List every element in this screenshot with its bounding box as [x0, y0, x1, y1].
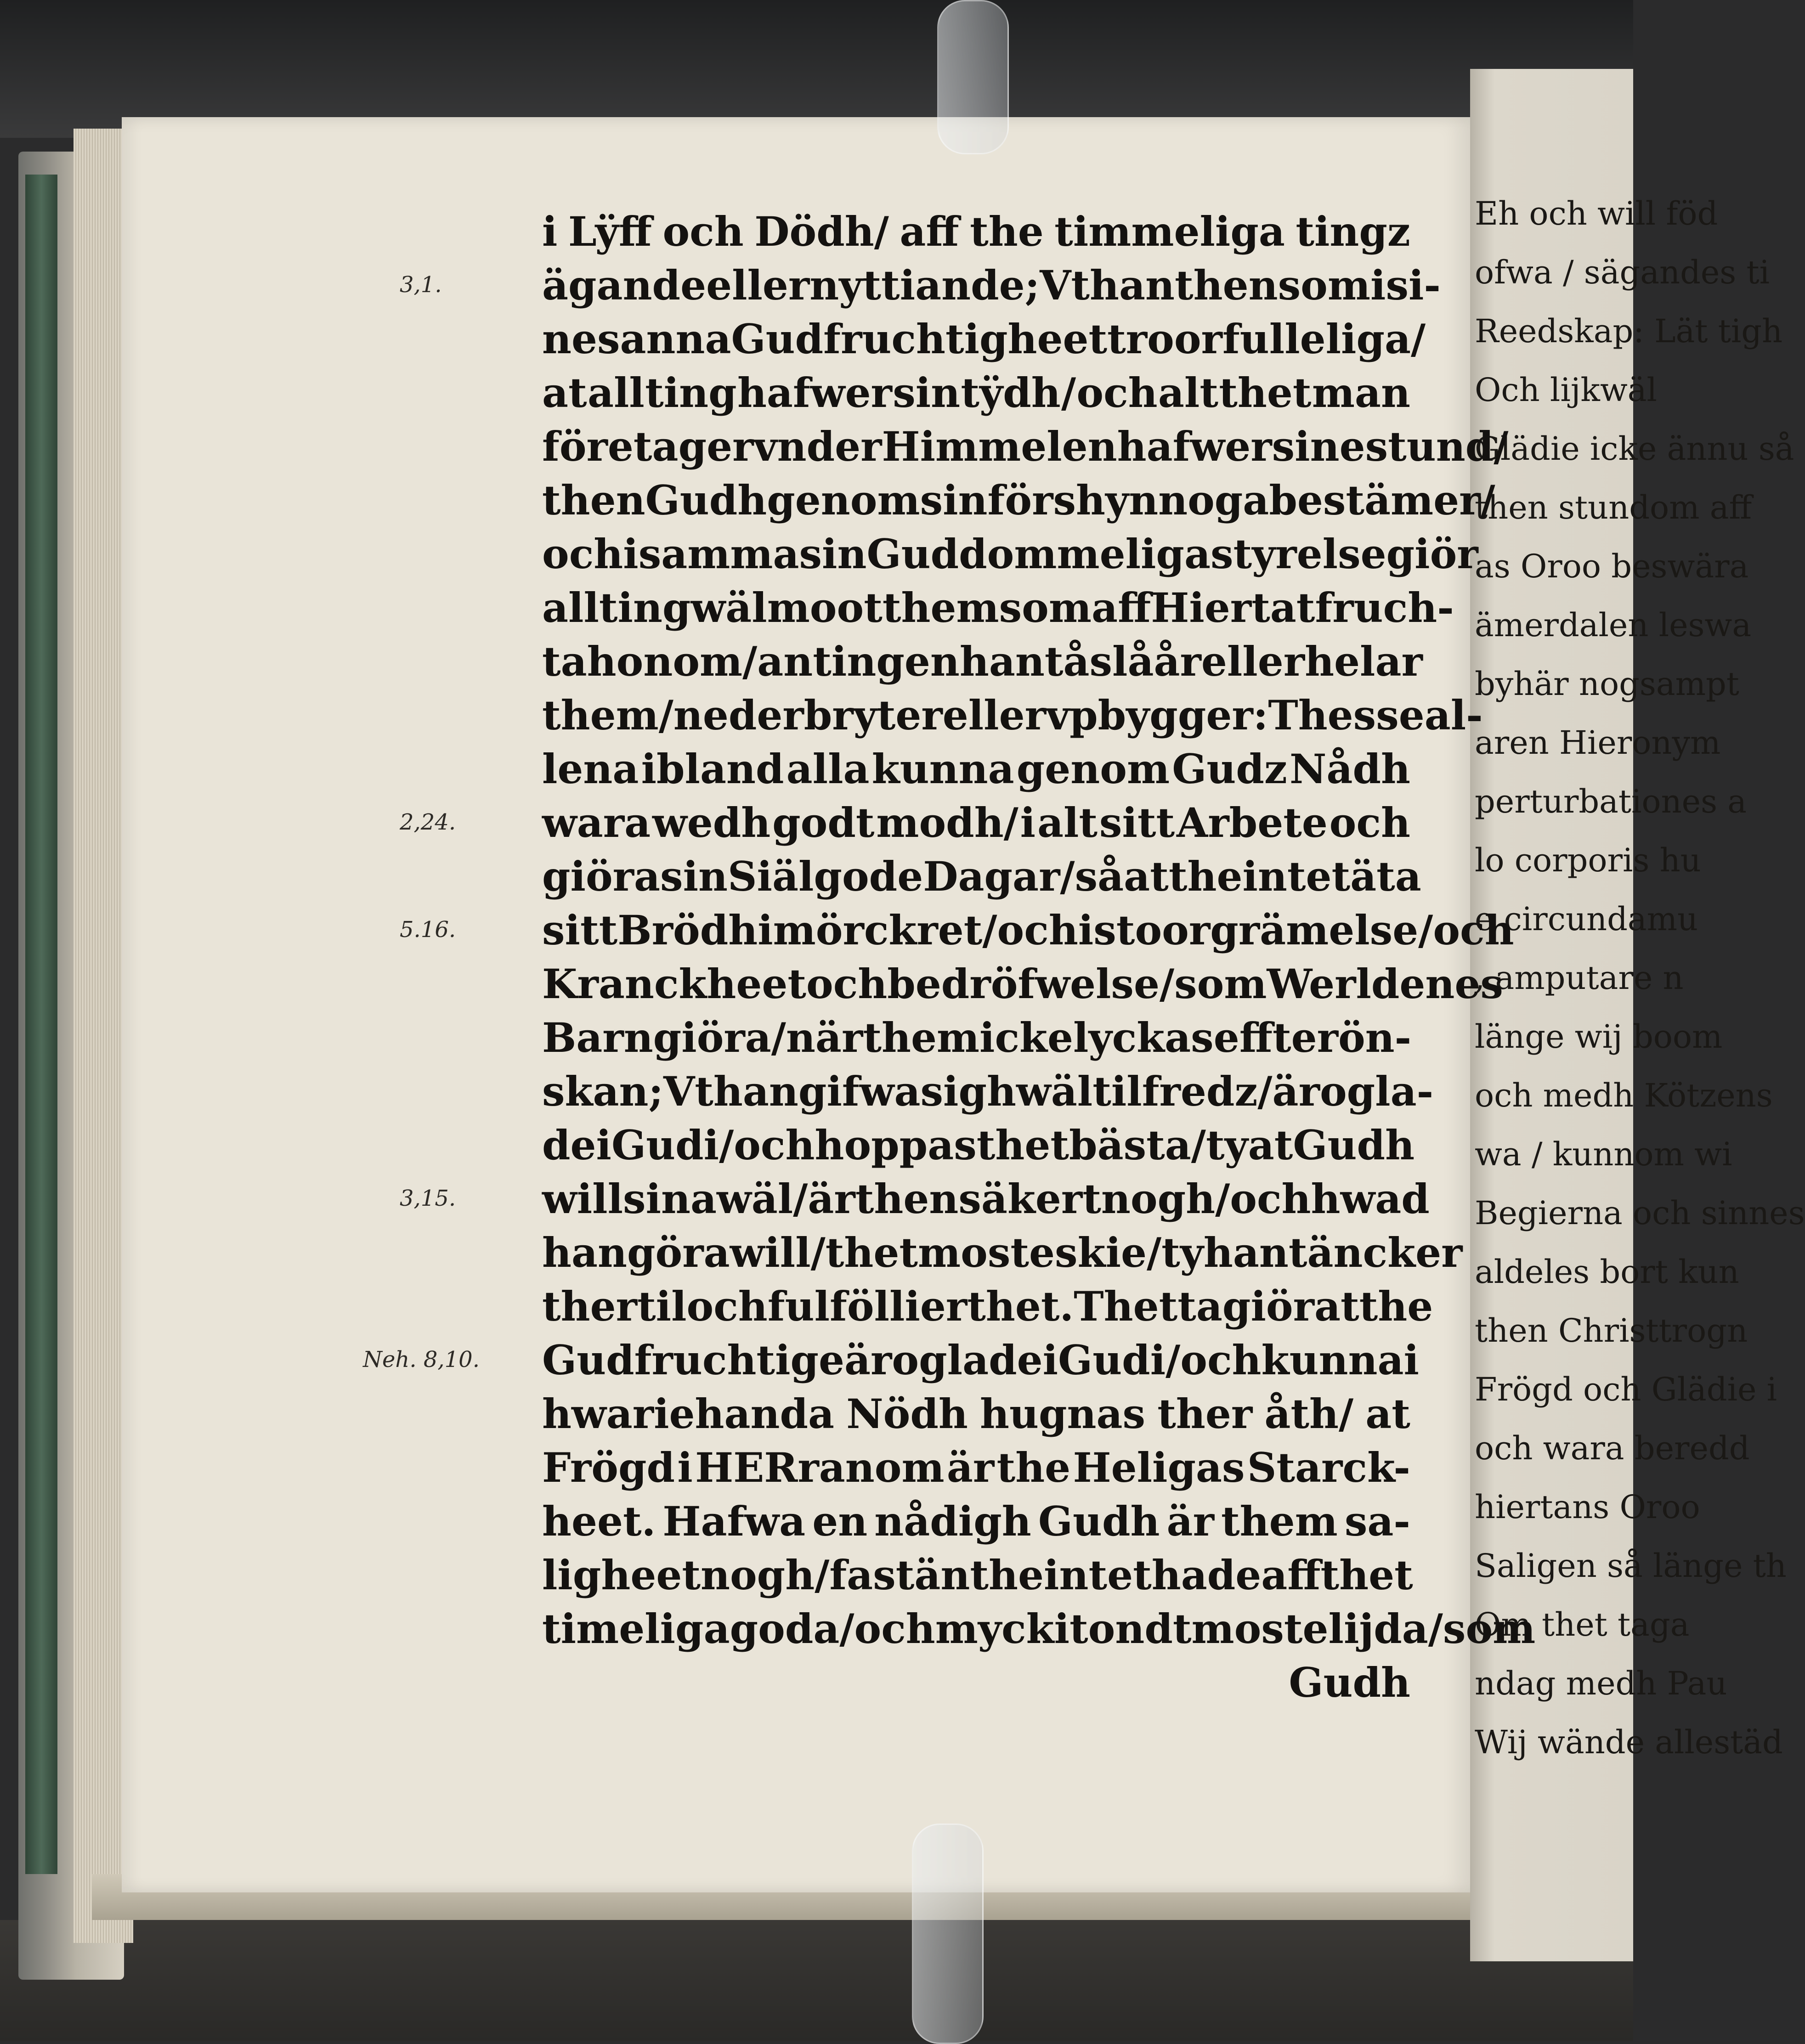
- word: /: [815, 1551, 830, 1599]
- word: al-: [1424, 691, 1483, 739]
- word: all: [542, 583, 599, 632]
- word: ägande: [542, 261, 707, 309]
- facing-page-line: Frögd och Glädie i: [1475, 1371, 1777, 1408]
- text-line: [542, 1548, 1413, 1602]
- word: troor: [1107, 315, 1222, 363]
- text-line: [542, 1279, 1433, 1333]
- word: helar: [1305, 637, 1423, 685]
- word: skan;: [542, 1067, 663, 1115]
- word: i: [623, 530, 639, 578]
- word: är: [1166, 1497, 1214, 1545]
- text-line: [542, 1440, 1410, 1494]
- word: thet.: [967, 1282, 1074, 1330]
- word: bestämer/: [1269, 476, 1495, 524]
- word: och: [686, 1282, 768, 1330]
- word: Lÿff: [568, 207, 652, 255]
- word: hade: [1151, 1551, 1262, 1599]
- word: Starck-: [1247, 1443, 1410, 1491]
- facing-page-line: e circundamu: [1475, 900, 1698, 938]
- word: effter: [1213, 1013, 1338, 1062]
- word: Gudh: [645, 476, 767, 524]
- word: äta: [1350, 852, 1421, 900]
- word: i: [758, 906, 773, 954]
- text-line: [542, 1494, 1410, 1548]
- word: noga: [1158, 476, 1269, 524]
- text-line: [542, 204, 1410, 258]
- word: stund/: [1365, 422, 1509, 470]
- word: ta: [542, 637, 587, 685]
- word: lijda/som: [1328, 1604, 1536, 1653]
- text-line: [542, 312, 1426, 366]
- word: eller: [1201, 637, 1305, 685]
- word: godt: [772, 798, 875, 847]
- word: moot: [767, 583, 883, 632]
- word: och: [1329, 798, 1410, 847]
- word: aff: [1091, 583, 1151, 632]
- word: modh/: [876, 798, 1018, 847]
- word: then: [1175, 261, 1278, 309]
- margin-note: 3,15.: [400, 1186, 456, 1211]
- word: ne: [542, 315, 597, 363]
- word: företager: [542, 422, 754, 470]
- word: eller: [942, 691, 1046, 739]
- word: stoor: [1093, 906, 1211, 954]
- word: /: [1061, 368, 1076, 417]
- word: som: [1278, 261, 1370, 309]
- word: the: [996, 1443, 1071, 1491]
- word: fulföllier: [767, 1282, 968, 1330]
- word: Thetta: [1074, 1282, 1222, 1330]
- word: och: [997, 906, 1078, 954]
- word: äro: [844, 1336, 919, 1384]
- word: /: [742, 637, 758, 685]
- word: honom: [587, 637, 743, 685]
- word: will: [542, 1174, 623, 1223]
- facing-page-line: hiertans Oroo: [1475, 1488, 1700, 1526]
- word: genom: [1016, 745, 1170, 793]
- word: Himmelen: [882, 422, 1117, 470]
- word: hoppas: [815, 1121, 977, 1169]
- word: i: [1020, 798, 1036, 847]
- word: fruch-: [1315, 583, 1454, 632]
- text-line: [542, 1225, 1463, 1279]
- word: nådigh: [874, 1497, 1031, 1545]
- word: Dödh/: [754, 207, 889, 255]
- word: kunna: [871, 745, 1014, 793]
- word: ondt: [1088, 1604, 1192, 1653]
- page-clip-top: [937, 0, 1009, 154]
- word: mörckret/: [773, 906, 997, 954]
- word: at: [1365, 1389, 1410, 1438]
- word: tå: [1044, 637, 1090, 685]
- word: them: [1221, 1497, 1338, 1545]
- facing-page-line: then stundom aff: [1475, 489, 1752, 526]
- word: wäl: [717, 1174, 793, 1223]
- word: eller: [706, 261, 810, 309]
- word: alt: [1037, 798, 1098, 847]
- word: är: [946, 1443, 995, 1491]
- text-line: [542, 581, 1454, 634]
- word: icke: [979, 1013, 1074, 1062]
- word: Werldenes: [1267, 960, 1503, 1008]
- word: Guddommeliga: [866, 530, 1211, 578]
- word: är: [808, 1174, 855, 1223]
- margin-note: 5.16.: [400, 917, 456, 943]
- word: antingen: [757, 637, 960, 685]
- background-bottom: [0, 1920, 1633, 2041]
- word: timeliga: [542, 1604, 730, 1653]
- word: lyckas: [1073, 1013, 1214, 1062]
- word: heet.: [542, 1497, 656, 1545]
- word: sin: [893, 368, 961, 417]
- word: bästa/: [1069, 1121, 1206, 1169]
- word: glade: [919, 1336, 1043, 1384]
- catchword: Gudh: [1289, 1658, 1410, 1706]
- word: wäl: [690, 583, 767, 632]
- facing-page-line: ndag medh Pau: [1475, 1665, 1727, 1702]
- word: them: [882, 583, 999, 632]
- facing-page-line: , amputare n: [1475, 959, 1684, 997]
- word: thet: [825, 1228, 918, 1276]
- facing-page-line: byhär nogsampt: [1475, 665, 1739, 703]
- word: Vthan: [663, 1067, 798, 1115]
- word: Gudh: [1038, 1497, 1160, 1545]
- word: aff: [900, 207, 959, 255]
- word: thet: [1219, 368, 1312, 417]
- word: åth/: [1264, 1389, 1354, 1438]
- word: bedröfwelse/: [887, 960, 1175, 1008]
- word: Gudi/: [611, 1121, 734, 1169]
- word: förshyn: [987, 476, 1159, 524]
- word: the: [1168, 852, 1243, 900]
- word: will/: [730, 1228, 826, 1276]
- word: styrelse: [1210, 530, 1386, 578]
- word: then: [855, 1174, 959, 1223]
- facing-page-line: Saligen så länge th: [1475, 1547, 1787, 1585]
- text-line: [542, 1333, 1419, 1387]
- text-line: [542, 957, 1503, 1011]
- text-line: [542, 1064, 1434, 1118]
- word: Gudfruchtige: [542, 1336, 845, 1384]
- word: /: [793, 1174, 808, 1223]
- word: göra: [627, 1228, 730, 1276]
- word: så: [1075, 852, 1124, 900]
- facing-page-line: Glädie icke ännu så: [1475, 430, 1794, 468]
- word: Nådh: [1289, 745, 1410, 793]
- word: Brödh: [617, 906, 758, 954]
- text-line: [542, 1602, 1536, 1655]
- facing-page-line: länge wij boom: [1475, 1018, 1723, 1056]
- facing-page-line: och wara beredd: [1475, 1429, 1750, 1467]
- facing-page-line: Eh och will föd: [1475, 195, 1718, 232]
- facing-page: [1470, 69, 1805, 1961]
- text-line: [542, 1172, 1430, 1225]
- word: sigh: [920, 1067, 1016, 1115]
- facing-page-line: perturbationes a: [1475, 783, 1747, 820]
- word: HERranom: [695, 1443, 945, 1491]
- word: moste: [918, 1228, 1055, 1276]
- word: i: [1403, 1336, 1419, 1384]
- word: sin: [799, 530, 867, 578]
- facing-page-line: lo corporis hu: [1475, 841, 1701, 879]
- word: wara: [542, 798, 651, 847]
- word: hwariehanda: [542, 1389, 835, 1438]
- word: ther: [1157, 1389, 1253, 1438]
- facing-page-line: then Christtrogn: [1475, 1312, 1748, 1349]
- word: och: [542, 530, 623, 578]
- word: Barn: [542, 1013, 653, 1062]
- word: hafwer: [1117, 422, 1272, 470]
- word: giör: [1222, 1282, 1314, 1330]
- page-clip-bottom: [912, 1824, 984, 2044]
- word: och: [662, 207, 744, 255]
- word: fredz/äro: [1142, 1067, 1347, 1115]
- word: intet: [1044, 1551, 1152, 1599]
- facing-page-line: Wij wände allestäd: [1475, 1723, 1783, 1761]
- facing-page-line: ämerdalen leswa: [1475, 606, 1752, 644]
- word: de: [542, 1121, 596, 1169]
- word: han: [959, 637, 1045, 685]
- word: han: [1203, 1228, 1289, 1276]
- word: fulleliga: [1222, 315, 1411, 363]
- word: moste: [1191, 1604, 1329, 1653]
- word: nederbryter: [673, 691, 943, 739]
- word: intet: [1242, 852, 1351, 900]
- word: sitt: [1099, 798, 1175, 847]
- word: Gudh: [1293, 1121, 1415, 1169]
- word: sin: [920, 476, 988, 524]
- word: Frögd: [542, 1443, 675, 1491]
- text-line: [542, 419, 1509, 473]
- word: at: [542, 368, 587, 417]
- word: gifwa: [798, 1067, 921, 1115]
- facing-page-line: aldeles bort kun: [1475, 1253, 1739, 1291]
- word: i: [596, 1121, 611, 1169]
- word: nyttiande;: [809, 261, 1040, 309]
- word: Vthan: [1040, 261, 1175, 309]
- word: täncker: [1288, 1228, 1463, 1276]
- word: Hafwa: [662, 1497, 806, 1545]
- margin-note: Neh. 8,10.: [363, 1347, 480, 1372]
- word: them/: [542, 691, 673, 739]
- word: tÿdh: [961, 368, 1061, 417]
- text-line: [542, 849, 1421, 903]
- word: hugnas: [980, 1389, 1146, 1438]
- word: än: [914, 1551, 970, 1599]
- word: til: [1092, 1067, 1142, 1115]
- word: giöra/: [653, 1013, 786, 1062]
- main-text-block: [542, 204, 1536, 1709]
- word: ibland: [641, 745, 784, 793]
- word: i: [1042, 1336, 1058, 1384]
- word: thet: [976, 1121, 1069, 1169]
- word: the: [970, 1551, 1044, 1599]
- word: Heligas: [1073, 1443, 1245, 1491]
- word: timmeliga: [1054, 207, 1285, 255]
- word: Dagar/: [923, 852, 1075, 900]
- word: wedh: [652, 798, 771, 847]
- word: ligheet: [542, 1551, 701, 1599]
- word: /: [1411, 315, 1426, 363]
- text-line: [542, 903, 1514, 957]
- word: en: [812, 1497, 868, 1545]
- word: the: [970, 207, 1044, 255]
- word: Kranckheet: [542, 960, 807, 1008]
- word: han: [542, 1228, 627, 1276]
- word: som: [1174, 960, 1267, 1008]
- text-line: [542, 1011, 1410, 1064]
- word: och: [1076, 368, 1158, 417]
- word: Arbete: [1177, 798, 1328, 847]
- word: /: [1215, 1174, 1230, 1223]
- word: Gudfruchtigheet: [731, 315, 1108, 363]
- word: och: [806, 960, 888, 1008]
- word: wäl: [1016, 1067, 1093, 1115]
- word: hafwer: [737, 368, 892, 417]
- facing-page-line: as Oroo beswära: [1475, 548, 1749, 585]
- word: slåår: [1089, 637, 1201, 685]
- word: hwad: [1311, 1174, 1430, 1223]
- word: och: [1180, 1336, 1262, 1384]
- word: lena: [542, 745, 639, 793]
- word: til: [637, 1282, 687, 1330]
- word: vnder: [753, 422, 882, 470]
- word: fast: [829, 1551, 915, 1599]
- word: när: [786, 1013, 863, 1062]
- word: Hiertat: [1151, 583, 1315, 632]
- word: goda/och: [730, 1604, 935, 1653]
- word: si-: [1386, 261, 1441, 309]
- facing-page-line: Begierna och sinnes: [1475, 1194, 1805, 1232]
- word: gla-: [1347, 1067, 1434, 1115]
- text-line: [542, 688, 1483, 742]
- text-line: [542, 742, 1410, 796]
- word: i: [1078, 906, 1094, 954]
- text-line: [542, 796, 1410, 849]
- word: i: [1370, 261, 1386, 309]
- facing-page-line: Om thet taga: [1475, 1606, 1690, 1643]
- word: kunna: [1261, 1336, 1404, 1384]
- word: och: [1230, 1174, 1311, 1223]
- word: grämelse/och: [1210, 906, 1514, 954]
- word: then: [542, 476, 645, 524]
- word: som: [999, 583, 1092, 632]
- word: them: [863, 1013, 980, 1062]
- word: sitt: [542, 906, 618, 954]
- word: sanna: [597, 315, 731, 363]
- word: giöra: [542, 852, 661, 900]
- word: nogh: [701, 1551, 815, 1599]
- margin-note: 3,1.: [400, 272, 442, 298]
- word: Thesse: [1268, 691, 1425, 739]
- word: Gudi/: [1058, 1336, 1181, 1384]
- facing-page-line: aren Hieronym: [1475, 724, 1721, 762]
- facing-page-line: och medh Kötzens: [1475, 1077, 1773, 1114]
- word: tingz: [1296, 207, 1410, 255]
- word: i: [542, 207, 558, 255]
- word: säkert: [958, 1174, 1101, 1223]
- word: ther: [542, 1282, 637, 1330]
- word: ty: [1161, 1228, 1204, 1276]
- word: ön-: [1338, 1013, 1412, 1062]
- word: alt: [1158, 368, 1219, 417]
- text-line: [542, 634, 1423, 688]
- word: thet: [1320, 1551, 1413, 1599]
- word: giör: [1386, 530, 1478, 578]
- facing-page-line: Reedskap: Lät tigh: [1475, 312, 1783, 350]
- word: at: [1124, 852, 1169, 900]
- word: sina: [623, 1174, 717, 1223]
- facing-page-line: Och lijkwäl: [1475, 371, 1657, 409]
- word: aff: [1261, 1551, 1321, 1599]
- word: all: [587, 368, 645, 417]
- word: ty: [1205, 1121, 1248, 1169]
- word: i: [677, 1443, 693, 1491]
- word: skie/: [1055, 1228, 1162, 1276]
- word: Siäl: [728, 852, 814, 900]
- word: man: [1312, 368, 1410, 417]
- word: Gudz: [1172, 745, 1287, 793]
- margin-note: 2,24.: [400, 809, 456, 835]
- word: och: [734, 1121, 815, 1169]
- book-cover-edge: [25, 175, 57, 1874]
- word: alla: [786, 745, 870, 793]
- facing-page-line: wa / kunnom wi: [1475, 1135, 1732, 1173]
- word: sine: [1272, 422, 1365, 470]
- text-line: [542, 366, 1410, 419]
- text-line: [542, 258, 1441, 312]
- word: myckit: [935, 1604, 1088, 1653]
- word: at: [1314, 1282, 1359, 1330]
- text-line: [542, 1118, 1415, 1172]
- word: the: [1359, 1282, 1433, 1330]
- text-line: [542, 527, 1478, 581]
- word: sa-: [1344, 1497, 1410, 1545]
- word: ting: [599, 583, 691, 632]
- word: sin: [660, 852, 728, 900]
- text-line: [542, 473, 1495, 527]
- word: at: [1248, 1121, 1293, 1169]
- word: nogh: [1101, 1174, 1216, 1223]
- facing-page-line: ofwa / sägandes ti: [1475, 254, 1770, 291]
- word: samma: [638, 530, 799, 578]
- word: Nödh: [846, 1389, 968, 1438]
- word: gode: [814, 852, 923, 900]
- word: ting: [645, 368, 737, 417]
- text-line: [542, 1387, 1410, 1440]
- word: genom: [767, 476, 920, 524]
- word: vpbygger:: [1046, 691, 1268, 739]
